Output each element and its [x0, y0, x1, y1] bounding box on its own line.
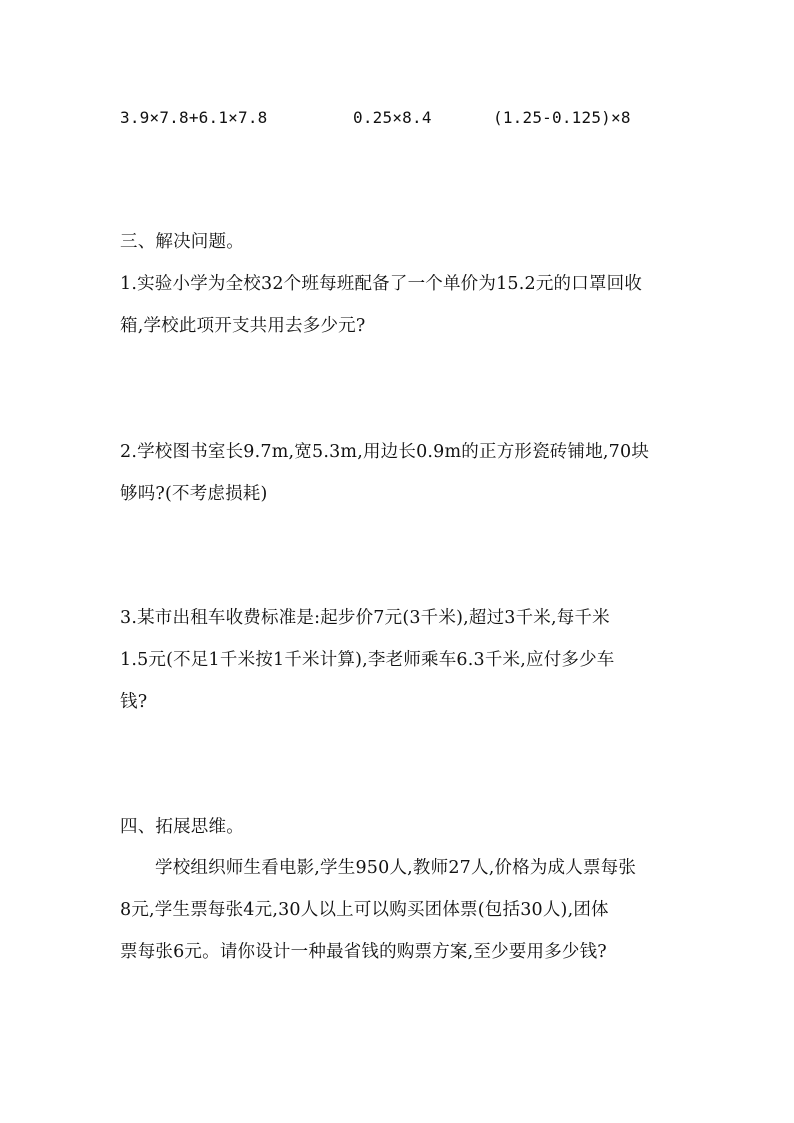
problem-3-line-2: 1.5元(不足1千米按1千米计算),李老师乘车6.3千米,应付多少车: [120, 650, 615, 670]
section-4-line-2: 8元,学生票每张4元,30人以上可以购买团体票(包括30人),团体: [120, 900, 609, 920]
problem-3-line-3: 钱?: [120, 692, 148, 712]
calc-expression-2: 0.25×8.4: [353, 108, 432, 127]
section-3-title: 三、解决问题。: [120, 232, 244, 252]
problem-1-line-2: 箱,学校此项开支共用去多少元?: [120, 316, 366, 336]
problem-1-line-1: 1.实验小学为全校32个班每班配备了一个单价为15.2元的口罩回收: [120, 274, 643, 294]
section-4-title: 四、拓展思维。: [120, 817, 244, 837]
problem-2-line-1: 2.学校图书室长9.7m,宽5.3m,用边长0.9m的正方形瓷砖铺地,70块: [120, 442, 650, 462]
calc-expression-3: (1.25-0.125)×8: [493, 108, 631, 127]
section-4-line-3: 票每张6元。请你设计一种最省钱的购票方案,至少要用多少钱?: [120, 942, 607, 962]
section-4-line-1: 学校组织师生看电影,学生950人,教师27人,价格为成人票每张: [155, 858, 637, 878]
calc-expression-1: 3.9×7.8+6.1×7.8: [120, 108, 268, 127]
problem-3-line-1: 3.某市出租车收费标准是:起步价7元(3千米),超过3千米,每千米: [120, 608, 610, 628]
problem-2-line-2: 够吗?(不考虑损耗): [120, 484, 268, 504]
